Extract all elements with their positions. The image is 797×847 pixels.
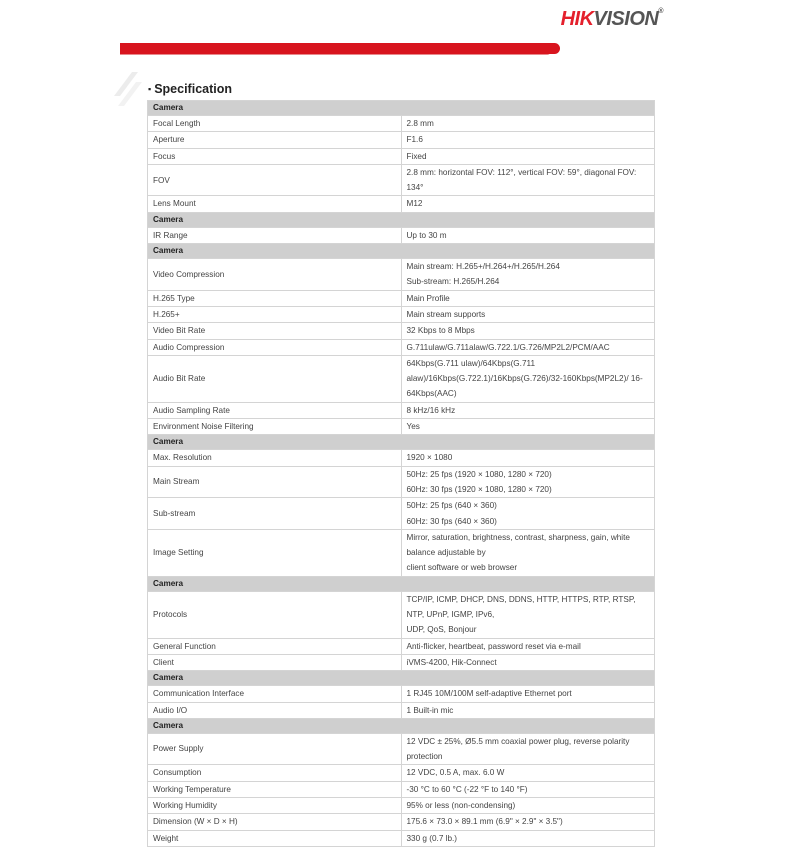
spec-row bbox=[148, 339, 655, 355]
spec-value bbox=[401, 450, 655, 466]
spec-value bbox=[401, 339, 655, 355]
spec-value-line: Anti-flicker, heartbeat, password reset via e-mail bbox=[406, 641, 581, 651]
spec-value-line: Yes bbox=[406, 422, 420, 432]
spec-row bbox=[148, 830, 655, 846]
spec-value-line: 8 kHz/16 kHz bbox=[406, 405, 456, 415]
spec-value bbox=[401, 164, 655, 196]
logo-vision-text: VISION bbox=[593, 8, 659, 30]
spec-row bbox=[148, 450, 655, 466]
group-header: Camera bbox=[148, 576, 655, 591]
bullet-icon: ▪ bbox=[148, 84, 152, 94]
spec-value-line: Main stream supports bbox=[406, 309, 486, 319]
spec-value bbox=[401, 686, 655, 702]
spec-value bbox=[401, 355, 655, 402]
spec-value-line: 12 VDC, 0.5 A, max. 6.0 W bbox=[406, 768, 505, 778]
spec-row bbox=[148, 148, 655, 164]
group-header: Camera bbox=[148, 671, 655, 686]
group-header-row bbox=[148, 718, 655, 733]
spec-value bbox=[401, 830, 655, 846]
spec-label: Dimension (W × D × H) bbox=[148, 814, 402, 830]
spec-label: IR Range bbox=[148, 227, 402, 243]
spec-value bbox=[401, 654, 655, 670]
spec-value-line: 50Hz: 25 fps (1920 × 1080, 1280 × 720) bbox=[406, 469, 552, 479]
spec-label: Working Temperature bbox=[148, 781, 402, 797]
spec-value-line: Up to 30 m bbox=[406, 230, 447, 240]
spec-row bbox=[148, 498, 655, 530]
spec-row bbox=[148, 419, 655, 435]
spec-value bbox=[401, 498, 655, 530]
spec-value-line: 64Kbps(G.711 ulaw)/64Kbps(G.711 bbox=[406, 358, 535, 368]
decorative-stripes-icon bbox=[112, 66, 142, 110]
spec-row bbox=[148, 306, 655, 322]
spec-row bbox=[148, 733, 655, 765]
spec-value-line: 32 Kbps to 8 Mbps bbox=[406, 326, 475, 336]
spec-value-line: iVMS-4200, Hik-Connect bbox=[406, 657, 497, 667]
spec-value-line: UDP, QoS, Bonjour bbox=[406, 625, 477, 635]
spec-value-line: alaw)/16Kbps(G.722.1)/16Kbps(G.726)/32-160Kbps(MP2L2)/ 16-64Kbps(AAC) bbox=[406, 374, 643, 399]
spec-row bbox=[148, 686, 655, 702]
spec-row bbox=[148, 591, 655, 638]
spec-label: Lens Mount bbox=[148, 196, 402, 212]
spec-value-line: 12 VDC ± 25%, Ø5.5 mm coaxial power plug, reverse polarity protection bbox=[406, 736, 630, 762]
spec-value-line: 60Hz: 30 fps (640 × 360) bbox=[406, 516, 497, 526]
spec-value-line: 330 g (0.7 lb.) bbox=[406, 833, 458, 843]
spec-value bbox=[401, 797, 655, 813]
spec-value-line: client software or web browser bbox=[406, 563, 518, 573]
spec-value-line: 1 RJ45 10M/100M self-adaptive Ethernet port bbox=[406, 689, 572, 699]
spec-value bbox=[401, 306, 655, 322]
spec-row bbox=[148, 529, 655, 576]
spec-row bbox=[148, 654, 655, 670]
spec-value-line: Fixed bbox=[406, 151, 427, 161]
spec-value bbox=[401, 132, 655, 148]
section-title-text: Specification bbox=[154, 82, 232, 96]
group-header: Camera bbox=[148, 244, 655, 259]
logo-hik-text: HIK bbox=[560, 8, 594, 30]
spec-row bbox=[148, 132, 655, 148]
spec-label: Environment Noise Filtering bbox=[148, 419, 402, 435]
spec-label: Video Compression bbox=[148, 259, 402, 291]
spec-row bbox=[148, 702, 655, 718]
spec-value-line: Main stream: H.265+/H.264+/H.265/H.264 bbox=[406, 262, 560, 272]
spec-value bbox=[401, 529, 655, 576]
spec-label: Aperture bbox=[148, 132, 402, 148]
spec-label: Sub-stream bbox=[148, 498, 402, 530]
spec-value bbox=[401, 323, 655, 339]
spec-value bbox=[401, 733, 655, 765]
group-header: Camera bbox=[148, 718, 655, 733]
spec-label: Image Setting bbox=[148, 529, 402, 576]
spec-label: Power Supply bbox=[148, 733, 402, 765]
spec-label: Communication Interface bbox=[148, 686, 402, 702]
group-header: Camera bbox=[148, 435, 655, 450]
spec-value-line: 2.8 mm: horizontal FOV: 112°, vertical FOV: 59°, diagonal FOV: 134° bbox=[406, 167, 637, 193]
spec-value-line: M12 bbox=[406, 199, 423, 209]
spec-value-line: TCP/IP, ICMP, DHCP, DNS, DDNS, HTTP, HTTPS, RTP, RTSP, NTP, UPnP, IGMP, IPv6, bbox=[406, 594, 636, 620]
spec-value bbox=[401, 402, 655, 418]
spec-label: H.265 Type bbox=[148, 290, 402, 306]
spec-label: Working Humidity bbox=[148, 797, 402, 813]
spec-value-line: 50Hz: 25 fps (640 × 360) bbox=[406, 501, 497, 511]
spec-value bbox=[401, 148, 655, 164]
spec-value bbox=[401, 196, 655, 212]
spec-value-line: F1.6 bbox=[406, 135, 423, 145]
spec-row bbox=[148, 355, 655, 402]
spec-value-line: 1 Built-in mic bbox=[406, 705, 454, 715]
spec-row bbox=[148, 638, 655, 654]
spec-value-line: -30 °C to 60 °C (-22 °F to 140 °F) bbox=[406, 784, 528, 794]
group-header: Camera bbox=[148, 101, 655, 116]
spec-row bbox=[148, 227, 655, 243]
group-header-row bbox=[148, 244, 655, 259]
group-header-row bbox=[148, 212, 655, 227]
spec-value-line: 1920 × 1080 bbox=[406, 453, 453, 463]
spec-label: Max. Resolution bbox=[148, 450, 402, 466]
spec-value-line: Mirror, saturation, brightness, contrast, sharpness, gain, white balance adjustable by bbox=[406, 532, 630, 558]
spec-label: General Function bbox=[148, 638, 402, 654]
spec-row bbox=[148, 196, 655, 212]
group-header-row bbox=[148, 435, 655, 450]
logo-registered-mark: ® bbox=[658, 8, 663, 15]
spec-value bbox=[401, 227, 655, 243]
group-header-row bbox=[148, 101, 655, 116]
spec-value-line: Sub-stream: H.265/H.264 bbox=[406, 277, 500, 287]
spec-label: Weight bbox=[148, 830, 402, 846]
spec-value bbox=[401, 290, 655, 306]
spec-label: Video Bit Rate bbox=[148, 323, 402, 339]
group-header-row bbox=[148, 671, 655, 686]
spec-value bbox=[401, 419, 655, 435]
spec-value bbox=[401, 765, 655, 781]
spec-row bbox=[148, 797, 655, 813]
spec-row bbox=[148, 323, 655, 339]
spec-value bbox=[401, 814, 655, 830]
spec-value-line: 175.6 × 73.0 × 89.1 mm (6.9" × 2.9" × 3.5") bbox=[406, 817, 563, 827]
spec-value-line: G.711ulaw/G.711alaw/G.722.1/G.726/MP2L2/PCM/AAC bbox=[406, 342, 610, 352]
spec-value-line: 2.8 mm bbox=[406, 119, 434, 128]
spec-label: Audio Bit Rate bbox=[148, 355, 402, 402]
spec-label: Main Stream bbox=[148, 466, 402, 498]
spec-row bbox=[148, 164, 655, 196]
spec-value bbox=[401, 259, 655, 291]
spec-label: H.265+ bbox=[148, 306, 402, 322]
spec-label: FOV bbox=[148, 164, 402, 196]
header-red-bar bbox=[120, 43, 560, 54]
group-header-row bbox=[148, 576, 655, 591]
spec-row bbox=[148, 402, 655, 418]
spec-row bbox=[148, 290, 655, 306]
spec-value-line: 95% or less (non-condensing) bbox=[406, 800, 516, 810]
group-header: Camera bbox=[148, 212, 655, 227]
hikvision-logo bbox=[561, 8, 663, 31]
spec-label: Protocols bbox=[148, 591, 402, 638]
spec-value bbox=[401, 702, 655, 718]
spec-value bbox=[401, 781, 655, 797]
spec-value bbox=[401, 638, 655, 654]
spec-row bbox=[148, 765, 655, 781]
spec-label: Audio I/O bbox=[148, 702, 402, 718]
spec-value-line: 60Hz: 30 fps (1920 × 1080, 1280 × 720) bbox=[406, 484, 552, 494]
spec-row bbox=[148, 259, 655, 291]
spec-row bbox=[148, 814, 655, 830]
specification-table bbox=[147, 100, 655, 847]
spec-label: Consumption bbox=[148, 765, 402, 781]
section-title bbox=[148, 82, 232, 96]
spec-label: Client bbox=[148, 654, 402, 670]
spec-value bbox=[401, 591, 655, 638]
spec-label: Focal Length bbox=[148, 116, 402, 132]
spec-value-line: Main Profile bbox=[406, 293, 450, 303]
spec-value bbox=[401, 466, 655, 498]
spec-label: Focus bbox=[148, 148, 402, 164]
spec-row bbox=[148, 466, 655, 498]
spec-value bbox=[401, 116, 655, 132]
spec-row bbox=[148, 116, 655, 132]
spec-label: Audio Compression bbox=[148, 339, 402, 355]
spec-row bbox=[148, 781, 655, 797]
spec-label: Audio Sampling Rate bbox=[148, 402, 402, 418]
